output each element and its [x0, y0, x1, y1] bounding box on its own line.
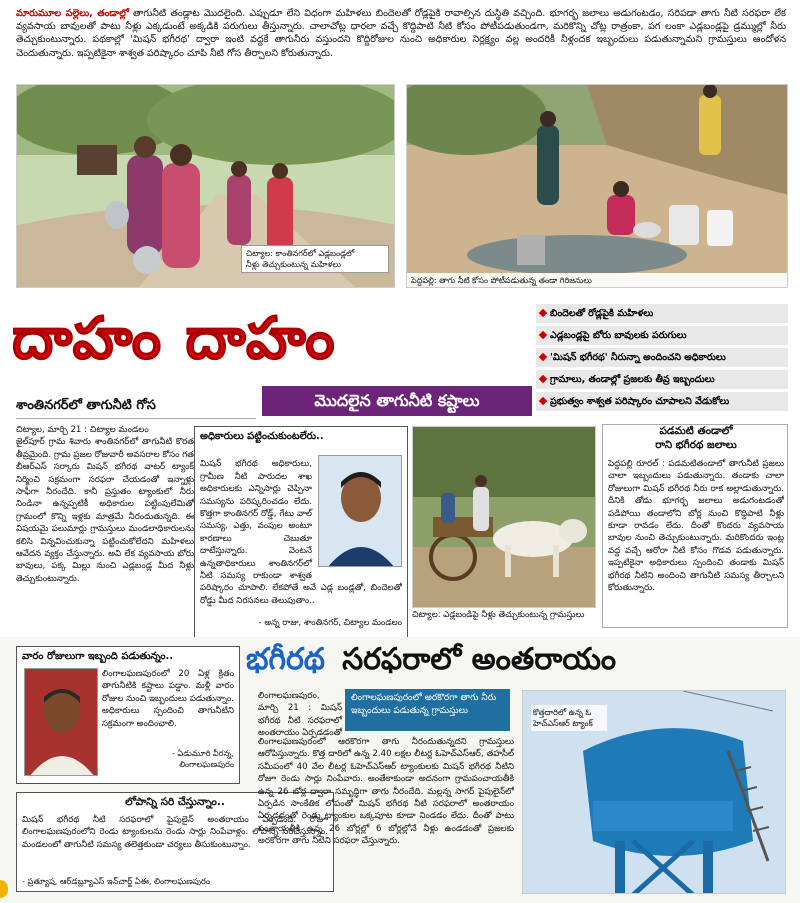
resident-portrait	[24, 668, 98, 776]
bull-photo-caption: చిట్యాల: ఎడ్లబండిపై నీళ్లు తెచ్చుకుంటున్న గ్రామస్తులు	[412, 610, 585, 620]
mid-story-body: మిషన్ భగీరథ అధికారులు, గ్రామీణ నీటి పారుదల శాఖ అధికారులకు ఎన్నిసార్లు చెప్పినా సమస్యను పరిష్కరించడం లేదు. కొత్తగా కాంతినగర్ రోడ్డ్, గేటు వాల్ సమస్య, ఎత్తు, వంపుల అంటూ కారణాలు చెబుతూ దాటేస్తున్నారు. వెంటనే ఉన్నతాధికారులు శాంతినగర్‌లో నీటి సమస్య రాకుండా శాశ్వత పరిష్కారం చూపాలి. లేకపోతే అవే ఎడ్ల బండ్లతో, బిందెలతో రోడ్డు మీద నిరసనలు తెలుపుతాం..	[200, 459, 402, 606]
photo-tribal-water-queue	[406, 84, 788, 288]
float-spacer	[312, 458, 402, 576]
divider	[16, 418, 256, 419]
highlight-item: బిందెలతో రోడ్లపైకి మహిళలు	[536, 304, 788, 323]
info-item: ఇబ్బందులు పడుతున్న గ్రామస్తులు	[351, 706, 469, 716]
official-response-credit: - ప్రత్యూష, ఆర్‌డబ్ల్యూఎస్ ఇన్‌చార్జ్ ఏఈ, లింగాలఘణపురం	[22, 876, 211, 886]
photo-water-tank	[522, 690, 786, 894]
highlight-item: 'మిషన్ భగీరథ' నీరున్నా అందించని అధికారులు	[536, 348, 788, 367]
resident-portrait-illustration	[25, 669, 98, 776]
bottom-headline	[246, 642, 786, 686]
resident-quote-body: లింగాలఘణపురంలో 20 ఏళ్ల క్రితం తాగునీటికి కష్టాలు పడ్డాం. మళ్లీ వారం రోజుల నుంచి ఇబ్బందులు పడుతున్నాం. అధికారులు స్పందించి తాగునీటిని సక్రమంగా అందించాలి.	[102, 669, 234, 729]
resident-quote-credit: - ఏడుమూరి వీరన్న, లింగాలఘణపురం	[172, 749, 234, 769]
official-response-body: మిషన్ భగీరథ నీటి సరఫరాలో పైపులైన్ అంతరాయం ఏర్పడింది. రోజూ లింగాలఘణపురంలోని రెండు ట్యాంకులను రెండు సార్లు నింపేవాళ్లం. లోపాన్ని సరిచేస్తున్నాం. మండలంలో తాగునీటి సమస్య తలెత్తకుండా చర్యలు తీసుకుంటున్నాం.	[22, 815, 328, 850]
highlight-item: గ్రామాలు, తండాల్లో ప్రజలకు తీవ్ర ఇబ్బందులు	[536, 370, 788, 389]
main-headline: దాహం దాహం	[12, 304, 337, 372]
photo-bullock-cart	[412, 426, 596, 608]
photo-queue-illustration	[407, 85, 788, 288]
mid-story-credit: - అన్న రాజు, శాంతినగర్, చిట్యాల మండలం	[258, 618, 402, 628]
official-response-title: లోపాన్ని సరి చేస్తున్నాం..	[125, 796, 225, 808]
info-item: లింగాలఘణపురంలో అరకొరగా తాగు నీరు	[351, 693, 497, 703]
tank-caption: కొత్తదారిలో ఉన్న ఓ హెచ్ఎస్ఆర్ ట్యాంక్	[531, 705, 607, 731]
photo2-caption: పెద్దపల్లి: తాగు నీటి కోసం పోటీపడుతున్న తండా గిరిజనులు	[407, 273, 788, 288]
right-story-title: పడమటి తండాలో రాని భగీరథ జలాలు	[655, 425, 737, 451]
bottom-headline-blue: భగీరథ	[246, 642, 325, 677]
mid-story-title: అధికారులు పట్టించుకుంటలేరు..	[200, 431, 324, 442]
resident-quote-title: వారం రోజులుగా ఇబ్బంది పడుతున్నం..	[22, 651, 174, 662]
bottom-headline-black: సరఫరాలో అంతరాయం	[342, 642, 617, 677]
right-story-body: పెద్దపల్లి రూరల్ : పడమటితండాలో తాగునీటి ప్రజలు చాలా ఇబ్బందులు పడుతున్నారు. తండాకు చాలా రోజులుగా మిషన్ భగీరథ నీరు రాక అల్లాడుతున్నారు. దీనికి తోడు భూగర్భ జలాలు అడుగంటడంతో పడిపోయి తండాలోని బోర్ల నుంచి కొద్దిపాటి నీళ్లు కూడా రావడం లేదు. దీంతో కొందరు వ్యవసాయ బావుల నుంచి తెచ్చుకుంటున్నారు. మరికొందరు ఇంట్ల వద్ద వచ్చే ఆరోరా నీటి కోసం గొడవ పడుతున్నారు. ఇప్పటికైనా అధికారులు స్పందించి తండాకు మిషన్ భగీరథ నీటిని అందించి తాగునీటి సమస్య తీర్చాలని కోరుతున్నారు.	[608, 459, 784, 594]
bullock-cart-illustration	[413, 427, 596, 608]
left-story-title: శాంతినగర్‌లో తాగునీటి గోస	[16, 398, 156, 413]
photo-women-carrying-water	[16, 84, 395, 288]
intro-paragraph	[16, 7, 786, 60]
highlight-item: ప్రభుత్వం శాశ్వత పరిష్కారం చూపాలని వేడుకోలు	[536, 392, 788, 411]
highlight-item: ఎడ్లబండ్లపై బోరు బావులకు పరుగులు	[536, 326, 788, 345]
sub-headline: మొదలైన తాగునీటి కష్టాలు	[262, 386, 532, 416]
left-story-body: చిట్యాల, మార్చి 21 : చిట్యాల మండలం జైల్‌పూర్ గ్రామ శివారు శాంతినగర్‌లో తాగునీటి కొరత తీవ్రమైంది. గ్రామ ప్రజల రోజువారీ అవసరాల కోసం గత బీఆర్ఎస్ సర్కారు మిషన్ భగీరథ వాటర్ ట్యాంక్ నిర్మించి సక్రమంగా సరఫరా చేయడంతో ఇన్నాళ్లు సాఫీగా నీరందేది. కానీ ప్రస్తుతం ట్యాంకులో నీరు నిండినా ఉన్నప్పటికీ అధికారుల పట్టింపులేమితో గ్రామంలో కొన్ని ఇళ్లకు మాత్రమే నీరందుతున్నది. ఈ విషయమై పలుమార్లు గ్రామస్తులు మండలాధికారులను కలిసి విన్నవించుకున్నా పట్టించుకోలేదని మహిళలు ఆవేదన వ్యక్తం చేస్తున్నారు. అవి లేక వ్యవసాయ బోరు బావులు, పక్క మిల్లు నుంచి ఎడ్లబండ్ల మీద నీళ్లు తెచ్చుకుంటున్నారు.	[16, 425, 194, 584]
bottom-info-box	[345, 689, 510, 731]
highlights-list	[536, 304, 788, 414]
bottom-story-body: లింగాలఘణపురంలో ఆరకొరగా తాగు నీరందుతున్నదని గ్రామస్తులు ఆరోపిస్తున్నారు. కొత్త దారిలో ఉన్న 2.40 లక్షల లీటర్ల ఓహెచ్ఎస్ఆర్, తహసీల్ సమీపంలో 40 వేల లీటర్ల ఓహెచ్ఎస్ఆర్ ట్యాంకులకు మిషన్ భగీరథ నీటిని రోజూ రెండు సార్లు నింపేవారు. అంతేకాకుండా అదనంగా గ్రామపంచాయతీకి ఉన్న 26 బోర్ల ద్వారా సమృద్ధిగా తాగు నీరందేది. మల్లన్న సాగర్ పైపులైన్‌లో ఏర్పడిన సాంకేతిక లోపంతో మిషన్ భగీరథ నీటి సరఫరాలో అంతరాయం ఏర్పడడంతో రెండు ట్యాంకుల ఒక్కపూట కూడా నిండడం లేదు. దీంతో పాటు పంచాయతీకి ఉన్న 26 బోర్లల్లో 6 బోర్లల్లోనే నీళ్లు ఉండడంతో ప్రజలకు అరకొరగా తాగు నీటిని సరఫరా చేస్తున్నారు.	[258, 737, 514, 847]
intro-body: తాగునీటి తండ్లాట మొదలైంది. ఎప్పుడూ లేని విధంగా మహిళలు బిందెలతో రోడ్లపైకి రావాల్సిన దుస్థితి వచ్చింది. భూగర్భ జలాలు అడుగంటడం, సరిపడా తాగు నీటి సరఫరా లేక వ్యవసాయ బావులతో పాటు నీళ్లు ఎక్కడుంటే అక్కడికి పరుగులు తీస్తున్నారు. చాలాచోట్ల ధారలా వచ్చే కొద్దిపాటి నీటి కోసం పోటీపడుతుండగా, మరికొన్ని చోట్ల రాత్రంకా, పగ లంకా ఎడ్లబండ్లపై డ్రమ్ముల్లో నీరు తెచ్చుకుంటున్నారు. పథకాల్లో 'మిషన్ భగీరథ' ద్వారా ఇంటి వద్దకే తాగునీరు వస్తుందని కొద్దిరోజుల నుంచి అధికారుల నిర్లక్ష్యం వల్ల అందరికీ నీళ్లందక ఇబ్బందులు పడుతున్నామని గ్రామస్తులు ఆందోళన చెందుతున్నారు. ఇప్పటికైనా శాశ్వత పరిష్కారం చూపి నీటి గోస తీర్చాలని కోరుతున్నారు.	[16, 8, 786, 59]
photo1-caption: చిట్యాల: కాంతినగర్‌లో ఎడ్లబండ్లలో నీళ్లు తెచ్చుకుంటున్న మహిళలు	[241, 245, 389, 273]
intro-lead: మారుమూల పల్లెలు, తండాల్లో	[16, 8, 129, 19]
bottom-story-intro: లింగాలఘణపురం, మార్చి 21 : మిషన్ భగీరథ నీటి సరఫరాలో అంతరాయం ఏర్పడడంతో	[258, 691, 342, 739]
